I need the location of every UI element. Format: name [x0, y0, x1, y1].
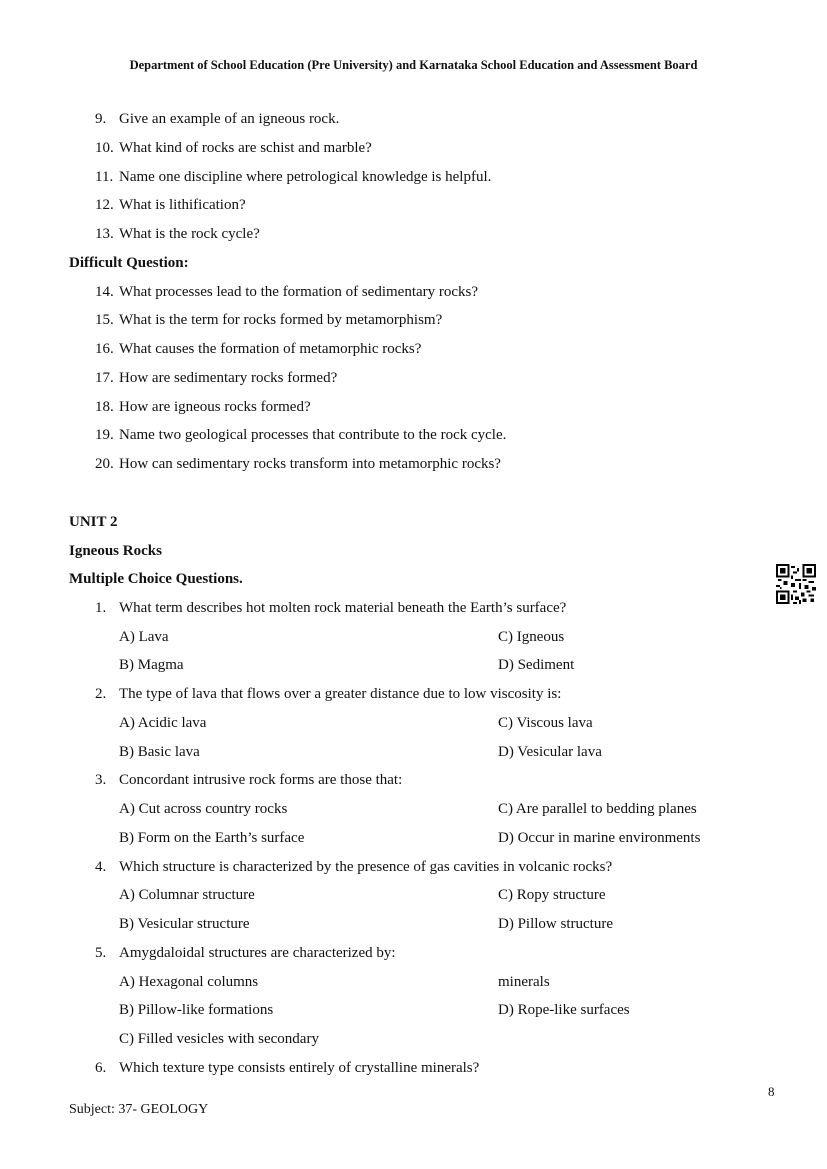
option-d: D) Vesicular lava: [498, 744, 602, 760]
question-number: 13.: [95, 226, 114, 242]
question-number: 12.: [95, 197, 114, 213]
page-header: Department of School Education (Pre University) and Karnataka School Education and Assessment Board: [129, 58, 698, 72]
question-number: 4.: [95, 859, 107, 875]
option-a: A) Acidic lava: [119, 715, 207, 731]
question-number: 9.: [95, 111, 107, 127]
unit-title: UNIT 2: [69, 514, 118, 530]
question-number: 18.: [95, 399, 114, 415]
question-text: Name two geological processes that contribute to the rock cycle.: [119, 427, 507, 443]
question-number: 3.: [95, 772, 107, 788]
question-number: 5.: [95, 945, 107, 961]
question-number: 2.: [95, 686, 107, 702]
question-text: Name one discipline where petrological knowledge is helpful.: [119, 169, 492, 185]
option-b: B) Basic lava: [119, 744, 200, 760]
option-d: D) Occur in marine environments: [498, 830, 701, 846]
option-d: D) Sediment: [498, 657, 575, 673]
question-number: 20.: [95, 456, 114, 472]
option-b: B) Pillow-like formations: [119, 1002, 274, 1018]
question-number: 16.: [95, 341, 114, 357]
question-number: 1.: [95, 600, 107, 616]
question-number: 10.: [95, 140, 114, 156]
option-c: C) Ropy structure: [498, 887, 606, 903]
question-text: How can sedimentary rocks transform into metamorphic rocks?: [119, 456, 501, 472]
option-d: D) Rope-like surfaces: [498, 1002, 630, 1018]
question-text: What is lithification?: [119, 197, 246, 213]
question-number: 11.: [95, 169, 114, 185]
question-text: What is the term for rocks formed by metamorphism?: [119, 312, 443, 328]
option-a: A) Lava: [119, 629, 169, 645]
question-text: How are sedimentary rocks formed?: [119, 370, 338, 386]
question-text: Give an example of an igneous rock.: [119, 111, 340, 127]
option-a: A) Columnar structure: [119, 887, 255, 903]
option-a: A) Cut across country rocks: [119, 801, 288, 817]
option-b: B) Form on the Earth’s surface: [119, 830, 305, 846]
option-c: C) Filled vesicles with secondary: [119, 1031, 319, 1047]
question-text: Concordant intrusive rock forms are those that:: [119, 772, 403, 788]
question-number: 19.: [95, 427, 114, 443]
option-c-continued: minerals: [498, 974, 550, 990]
option-b: B) Vesicular structure: [119, 916, 250, 932]
question-number: 15.: [95, 312, 114, 328]
unit-subtitle: Igneous Rocks: [69, 543, 162, 559]
question-text: Which structure is characterized by the presence of gas cavities in volcanic rocks?: [119, 859, 613, 875]
question-text: What term describes hot molten rock material beneath the Earth’s surface?: [119, 600, 567, 616]
qr-code-icon: [776, 564, 816, 604]
question-text: Amygdaloidal structures are characterized by:: [119, 945, 396, 961]
page-number: 8: [768, 1084, 775, 1099]
mcq-heading: Multiple Choice Questions.: [69, 571, 243, 587]
question-text: What is the rock cycle?: [119, 226, 260, 242]
question-text: What kind of rocks are schist and marble?: [119, 140, 372, 156]
question-text: What causes the formation of metamorphic rocks?: [119, 341, 422, 357]
option-a: A) Hexagonal columns: [119, 974, 259, 990]
question-text: How are igneous rocks formed?: [119, 399, 311, 415]
option-c: C) Viscous lava: [498, 715, 593, 731]
footer-subject: Subject: 37- GEOLOGY: [69, 1102, 209, 1117]
question-text: The type of lava that flows over a greater distance due to low viscosity is:: [119, 686, 562, 702]
question-text: Which texture type consists entirely of crystalline minerals?: [119, 1060, 480, 1076]
option-d: D) Pillow structure: [498, 916, 613, 932]
question-number: 17.: [95, 370, 114, 386]
question-number: 14.: [95, 284, 114, 300]
option-c: C) Igneous: [498, 629, 565, 645]
question-number: 6.: [95, 1060, 107, 1076]
question-text: What processes lead to the formation of sedimentary rocks?: [119, 284, 479, 300]
option-b: B) Magma: [119, 657, 184, 673]
difficult-heading: Difficult Question:: [69, 255, 189, 271]
option-c: C) Are parallel to bedding planes: [498, 801, 697, 817]
